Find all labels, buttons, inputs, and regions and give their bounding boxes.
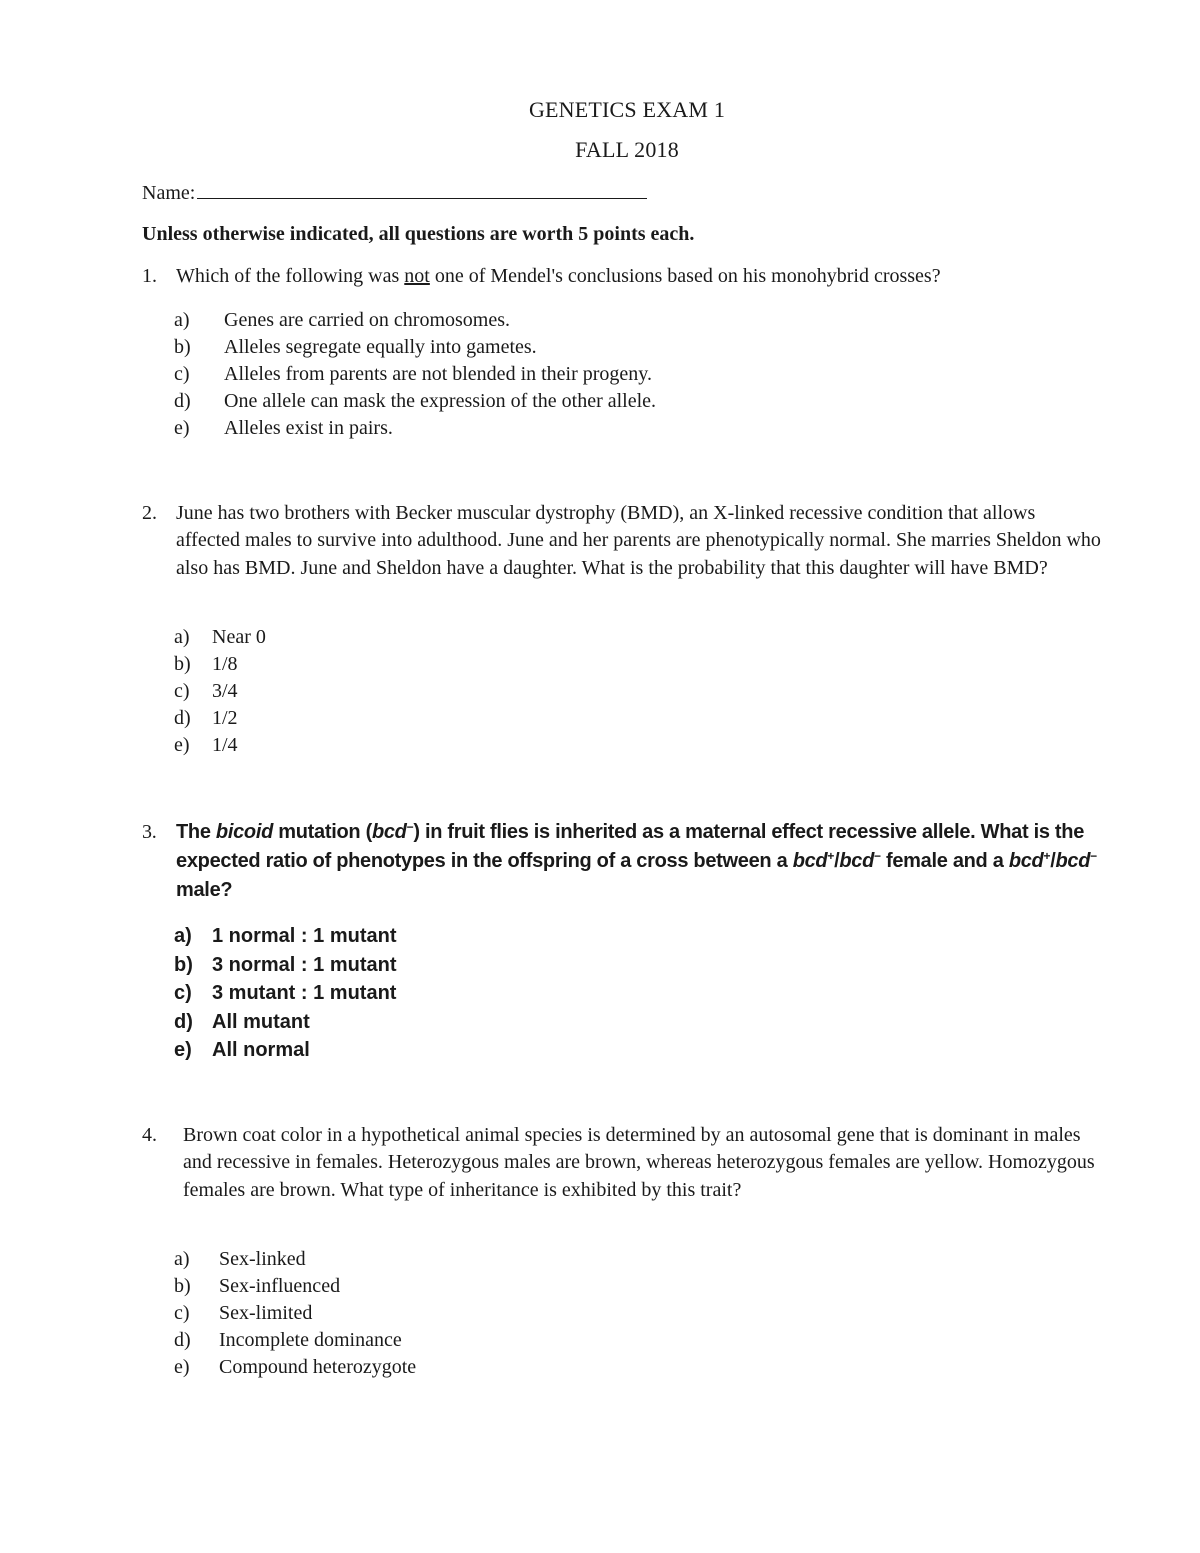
question-stem: June has two brothers with Becker muscular dystrophy (BMD), an X-linked recessive condition that allows affected males to survive into adulthood. June and her parents are phenotypically normal. She marries Sheldon who also has BMD. June and Sheldon have a daughter. What is the probability that this daughter will have BMD? [176,502,1101,579]
allele-superscript: − [406,820,414,834]
option-label: c) [174,363,190,385]
question-4 [142,1122,1102,1204]
option-label: c) [174,982,192,1004]
allele-superscript: + [827,849,835,863]
question-number: 3. [142,821,157,843]
option-text: Sex-limited [219,1302,313,1324]
option-label: b) [174,1275,191,1297]
option-text: Incomplete dominance [219,1329,402,1351]
option-label: a) [174,309,190,331]
question-3 [142,818,1102,905]
option-label: c) [174,680,190,702]
allele-symbol: bcd [1008,850,1044,872]
option-text: 1/4 [212,734,238,756]
option-label: c) [174,1302,190,1324]
name-line [142,178,647,205]
stem-text: The [176,821,216,843]
stem-text: ) in fruit flies is inherited as a maternal effect recessive allele. What is the expected ratio of phenotypes in the offspring of a cross between a [176,821,1085,872]
stem-text: mutation ( [273,821,372,843]
exam-title: GENETICS EXAM 1 [528,97,726,122]
option-label: d) [174,390,191,412]
option-label: a) [174,626,190,648]
stem-underlined-word: not [404,265,430,287]
question-number: 4. [142,1124,157,1146]
option-label: e) [174,417,190,439]
allele-symbol: bcd [839,850,875,872]
question-2 [142,500,1102,582]
option-label: d) [174,707,191,729]
option-text: 1/8 [212,653,238,675]
option-text: 3 mutant : 1 mutant [212,982,397,1004]
stem-text: / [834,850,840,872]
option-text: All mutant [212,1010,310,1033]
question-1 [142,263,1102,290]
name-blank[interactable] [197,178,647,199]
question-stem [176,263,1102,290]
option-text: All normal [212,1039,310,1061]
option-text: One allele can mask the expression of the other allele. [224,390,657,412]
option-label: a) [174,925,192,947]
option-text: Sex-influenced [219,1275,341,1297]
option-text: Compound heterozygote [219,1356,417,1378]
option-text: 1/2 [212,707,238,729]
option-text: Alleles segregate equally into gametes. [224,336,537,358]
stem-text: one of Mendel's conclusions based on his monohybrid crosses? [429,265,941,287]
stem-text: / [1050,850,1056,872]
option-text: Alleles from parents are not blended in their progeny. [224,363,653,385]
exam-term: FALL 2018 [575,137,679,162]
stem-text: male? [176,879,233,901]
instructions: Unless otherwise indicated, all questions are worth 5 points each. [142,223,695,245]
option-text: Genes are carried on chromosomes. [224,309,510,331]
option-text: Alleles exist in pairs. [224,417,393,439]
allele-symbol: bcd [371,821,407,843]
allele-symbol: bcd [792,850,828,872]
option-label: d) [174,1010,193,1033]
allele-superscript: − [874,849,881,863]
option-label: e) [174,734,190,756]
allele-symbol: bcd [1055,850,1091,872]
stem-text: Which of the following was [176,265,405,287]
option-label: e) [174,1039,192,1061]
gene-name: bicoid [215,821,274,843]
name-label: Name: [142,182,196,204]
option-text: Sex-linked [219,1248,306,1270]
option-text: 3/4 [212,680,238,702]
option-label: b) [174,653,191,675]
option-label: b) [174,336,191,358]
option-label: a) [174,1248,190,1270]
question-stem [176,818,1102,905]
option-label: b) [174,953,193,976]
allele-superscript: + [1043,849,1051,863]
option-text: Near 0 [212,626,266,648]
question-stem: Brown coat color in a hypothetical animal species is determined by an autosomal gene that is dominant in males and recessive in females. Heterozygous males are brown, whereas heterozygous females are yellow. Homozygous females are brown. What type of inheritance is exhibited by this trait? [183,1124,1095,1201]
stem-text: female and a [880,850,1009,872]
option-text: 3 normal : 1 mutant [212,953,397,976]
option-label: d) [174,1329,191,1351]
option-label: e) [174,1356,190,1378]
question-number: 2. [142,502,157,524]
question-number: 1. [142,265,157,287]
allele-superscript: − [1090,849,1097,863]
option-text: 1 normal : 1 mutant [212,925,397,947]
